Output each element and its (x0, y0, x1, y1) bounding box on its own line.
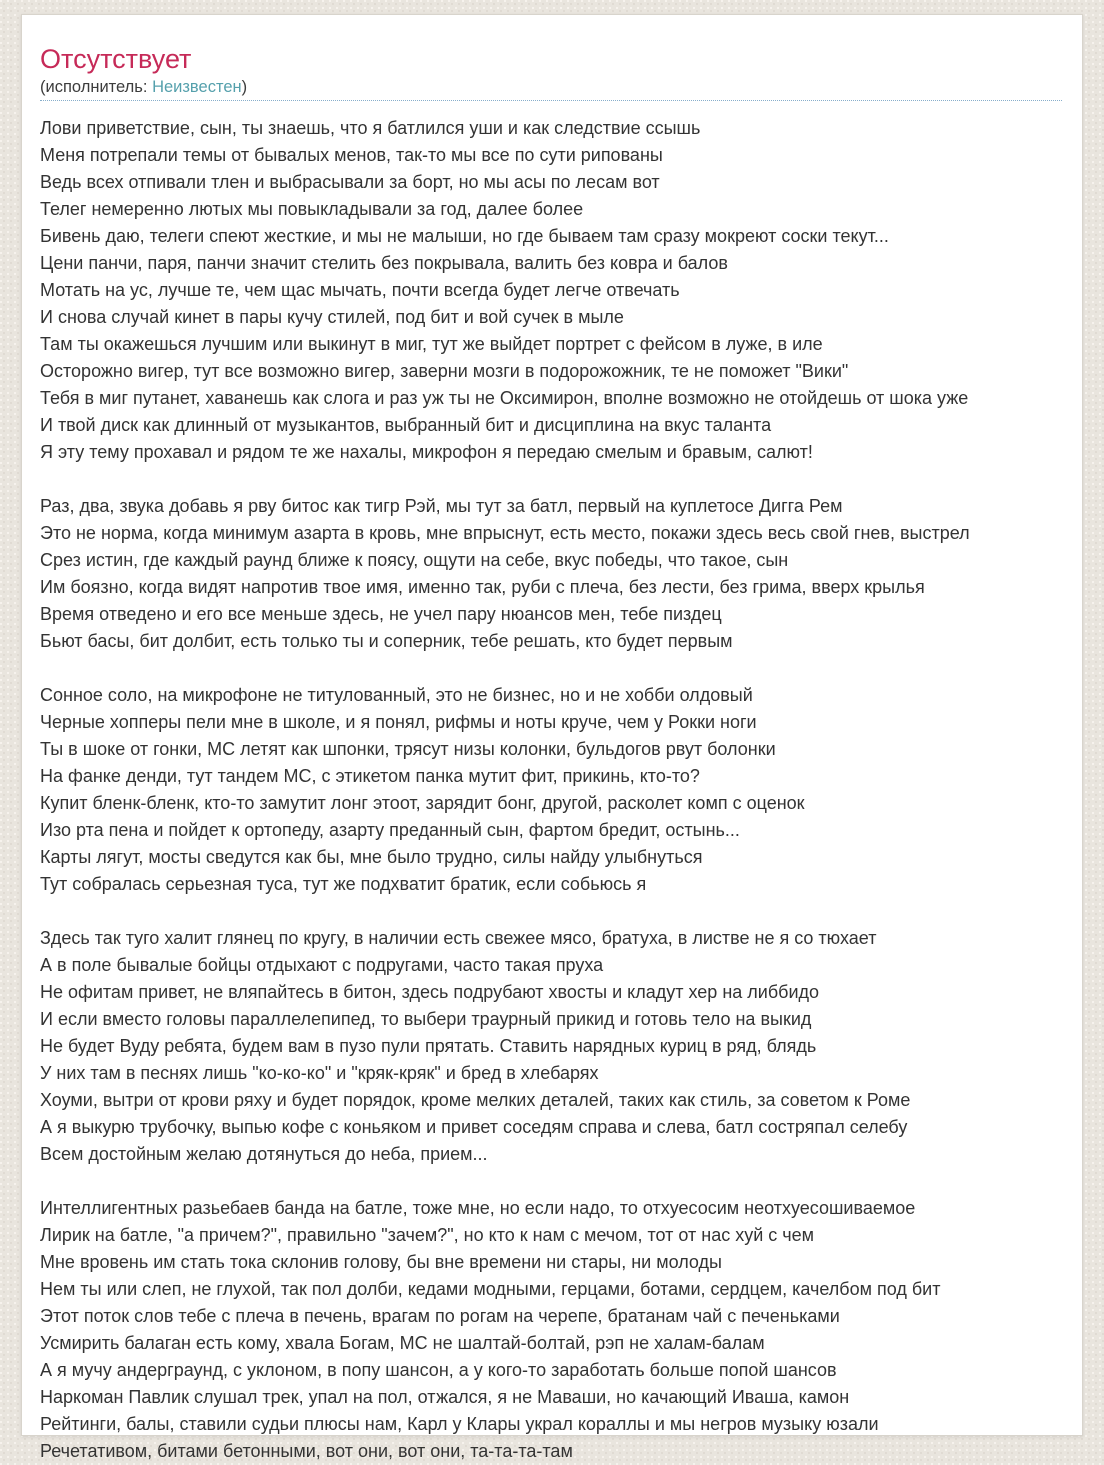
lyric-line: И снова случай кинет в пары кучу стилей, под бит и вой сучек в мыле (40, 307, 624, 327)
lyric-line: Изо рта пена и пойдет к ортопеду, азарту преданный сын, фартом бредит, остынь... (40, 820, 740, 840)
lyric-line: Там ты окажешься лучшим или выкинут в миг, тут же выйдет портрет с фейсом в луже, в иле (40, 334, 823, 354)
song-subtitle (40, 76, 1062, 101)
lyric-line: Купит бленк-бленк, кто-то замутит лонг этоот, зарядит бонг, другой, расколет комп с оценок (40, 793, 805, 813)
lyric-line: Карты лягут, мосты сведутся как бы, мне было трудно, силы найду улыбнуться (40, 847, 703, 867)
lyric-line: Бьют басы, бит долбит, есть только ты и соперник, тебе решать, кто будет первым (40, 631, 733, 651)
lyric-line: Я эту тему прохавал и рядом те же нахалы, микрофон я передаю смелым и бравым, салют! (40, 442, 813, 462)
lyric-line: Тебя в миг путанет, хаванешь как слога и раз уж ты не Оксимирон, вполне возможно не отойдешь от шока уже (40, 388, 969, 408)
lyric-line: Время отведено и его все меньше здесь, не учел пару нюансов мен, тебе пиздец (40, 604, 722, 624)
artist-label-prefix: (исполнитель: (40, 78, 153, 96)
lyric-line: Рейтинги, балы, ставили судьи плюсы нам, Карл у Клары украл кораллы и мы негров музыку юзали (40, 1414, 879, 1434)
lyric-line: Мотать на ус, лучше те, чем щас мычать, почти всегда будет легче отвечать (40, 280, 680, 300)
lyric-line: Не будет Вуду ребята, будем вам в пузо пули прятать. Ставить нарядных куриц в ряд, блядь (40, 1036, 817, 1056)
lyric-line: Бивень даю, телеги спеют жесткие, и мы не малыши, но где бываем там сразу мокреют соски текут... (40, 226, 889, 246)
lyric-line: И твой диск как длинный от музыкантов, выбранный бит и дисциплина на вкус таланта (40, 415, 772, 435)
lyric-line: Интеллигентных разьебаев банда на батле, тоже мне, но если надо, то отхуесосим неотхуесошиваемое (40, 1198, 916, 1218)
lyric-line: Лови приветствие, сын, ты знаешь, что я батлился уши и как следствие ссышь (40, 118, 701, 138)
lyric-line: Ведь всех отпивали тлен и выбрасывали за борт, но мы асы по лесам вот (40, 172, 660, 192)
lyric-line: Всем достойным желаю дотянуться до неба, прием... (40, 1144, 488, 1164)
lyrics-stanza (40, 925, 1082, 1168)
song-title: Отсутствует (40, 44, 192, 74)
lyric-line: Мне вровень им стать тока склонив голову, бы вне времени ни стары, ни молоды (40, 1252, 722, 1272)
lyric-line: У них там в песнях лишь "ко-ко-ко" и "кряк-кряк" и бред в хлебарях (40, 1063, 599, 1083)
lyric-line: Цени панчи, паря, панчи значит стелить без покрывала, валить без ковра и балов (40, 253, 728, 273)
lyric-line: А в поле бывалые бойцы отдыхают с подругами, часто такая пруха (40, 955, 604, 975)
lyric-line: Не офитам привет, не вляпайтесь в битон, здесь подрубают хвосты и кладут хер на либбидо (40, 982, 820, 1002)
lyric-line: Раз, два, звука добавь я рву битос как тигр Рэй, мы тут за батл, первый на куплетосе Дигга Рем (40, 496, 843, 516)
lyric-line: Сонное соло, на микрофоне не титулованный, это не бизнес, но и не хобби олдовый (40, 685, 753, 705)
lyric-line: Телег немеренно лютых мы повыкладывали за год, далее более (40, 199, 584, 219)
lyric-line: Нем ты или слеп, не глухой, так пол долби, кедами модными, герцами, ботами, сердцем, качелбом под бит (40, 1279, 941, 1299)
lyric-line: На фанке денди, тут тандем МС, с этикетом панка мутит фит, прикинь, кто-то? (40, 766, 700, 786)
lyric-line: Им боязно, когда видят напротив твое имя, именно так, руби с плеча, без лести, без грима, вверх крылья (40, 577, 925, 597)
lyrics-stanza (40, 1195, 1082, 1465)
lyric-line: Хоуми, вытри от крови ряху и будет порядок, кроме мелких деталей, таких как стиль, за советом к Роме (40, 1090, 911, 1110)
lyric-line: Это не норма, когда минимум азарта в кровь, мне впрыснут, есть место, покажи здесь весь свой гнев, выстрел (40, 523, 970, 543)
lyric-line: Здесь так туго халит глянец по кругу, в наличии есть свежее мясо, братуха, в листве не я со тюхает (40, 928, 877, 948)
lyric-line: Этот поток слов тебе с плеча в печень, врагам по рогам на черепе, братанам чай с печеньками (40, 1306, 840, 1326)
lyric-line: Ты в шоке от гонки, МС летят как шпонки, трясут низы колонки, бульдогов рвут болонки (40, 739, 776, 759)
lyric-line: Черные хопперы пели мне в школе, и я понял, рифмы и ноты круче, чем у Рокки ноги (40, 712, 757, 732)
lyric-line: А я мучу андерграунд, с уклоном, в попу шансон, а у кого-то заработать больше попой шансов (40, 1360, 837, 1380)
lyric-line: Наркоман Павлик слушал трек, упал на пол, отжался, я не Маваши, но качающий Иваша, камон (40, 1387, 850, 1407)
lyrics-stanza (40, 493, 1082, 655)
lyric-line: А я выкурю трубочку, выпью кофе с коньяком и привет соседям справа и слева, батл состряпал селебу (40, 1117, 908, 1137)
lyric-line: Осторожно вигер, тут все возможно вигер, заверни мозги в подорожожник, те не поможет "Вики" (40, 361, 849, 381)
lyrics-card (21, 14, 1083, 1461)
lyrics-stanza (40, 115, 1082, 466)
artist-label-suffix: ) (241, 78, 248, 96)
lyric-line: Срез истин, где каждый раунд ближе к поясу, ощути на себе, вкус победы, что такое, сын (40, 550, 789, 570)
lyric-line: Речетативом, битами бетонными, вот они, вот они, та-та-та-там (40, 1441, 573, 1461)
lyric-line: Тут собралась серьезная туса, тут же подхватит братик, если собьюсь я (40, 874, 647, 894)
lyrics-text (40, 115, 1082, 1465)
lyric-line: Лирик на батле, "а причем?", правильно "зачем?", но кто к нам с мечом, тот от нас хуй с чем (40, 1225, 815, 1245)
lyrics-stanza (40, 682, 1082, 898)
lyric-line: Усмирить балаган есть кому, хвала Богам, МС не шалтай-болтай, рэп не халам-балам (40, 1333, 765, 1353)
lyric-line: Меня потрепали темы от бывалых менов, так-то мы все по сути рипованы (40, 145, 663, 165)
artist-link[interactable]: Неизвестен (152, 78, 242, 96)
lyric-line: И если вместо головы параллелепипед, то выбери траурный прикид и готовь тело на выкид (40, 1009, 812, 1029)
